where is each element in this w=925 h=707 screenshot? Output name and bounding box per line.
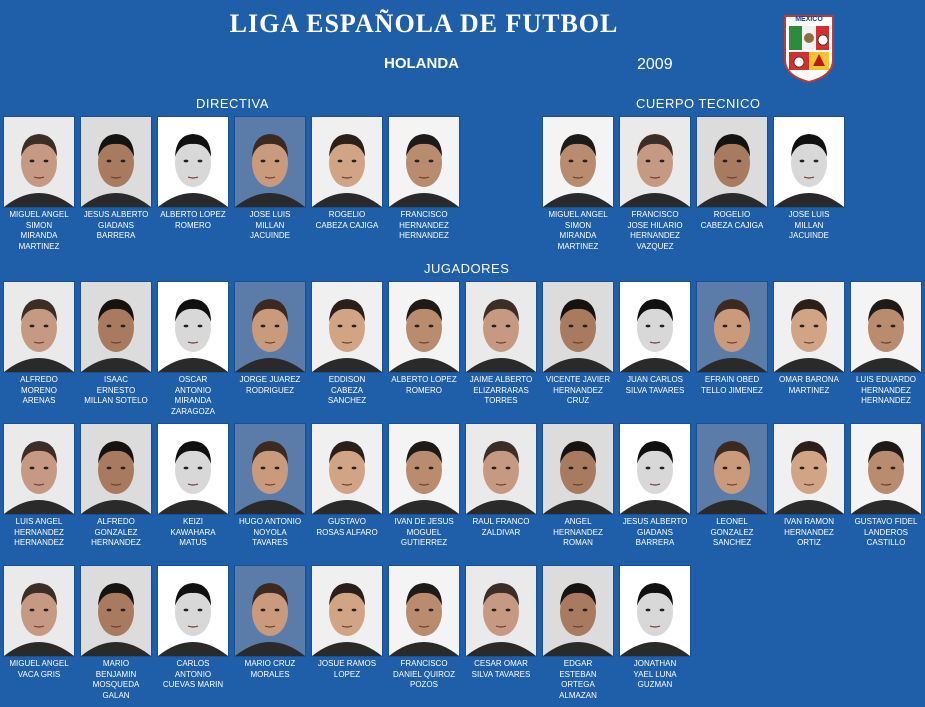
- crest-text: MEXICO: [795, 16, 823, 23]
- jugadores-card: [234, 565, 306, 680]
- name-line: MOGUEL: [406, 527, 442, 537]
- portrait-photo: [696, 423, 768, 515]
- name-line: JOSUE RAMOS: [317, 659, 377, 668]
- name-line: MARTINEZ: [18, 242, 60, 252]
- person-name: [542, 517, 614, 549]
- portrait-photo: [3, 565, 75, 657]
- name-line: BARRERA: [635, 538, 675, 548]
- name-line: SIMON: [564, 220, 592, 230]
- person-name: [388, 210, 460, 242]
- jugadores-card: [619, 281, 691, 396]
- portrait-photo: [542, 423, 614, 515]
- name-line: GUTIERREZ: [400, 538, 448, 548]
- person-name: [80, 517, 152, 549]
- portrait-photo: [850, 423, 922, 515]
- portrait-photo: [465, 281, 537, 373]
- name-line: CUEVAS MARIN: [162, 680, 224, 690]
- name-line: NOYOLA: [253, 527, 287, 537]
- name-line: JORGE JUAREZ: [239, 375, 301, 384]
- name-line: ROMERO: [406, 385, 442, 395]
- name-line: GONZALEZ: [94, 527, 138, 537]
- person-name: [773, 210, 845, 242]
- name-line: HERNANDEZ: [784, 527, 834, 537]
- cuerpo_tecnico-card: [773, 116, 845, 242]
- name-line: HERNANDEZ: [861, 385, 911, 395]
- name-line: JACUINDE: [788, 231, 829, 241]
- name-line: VAZQUEZ: [636, 242, 674, 252]
- name-line: MILLAN SOTELO: [84, 396, 148, 406]
- jugadores-card: [311, 565, 383, 680]
- name-line: MARTINEZ: [557, 242, 599, 252]
- person-name: [619, 659, 691, 691]
- portrait-photo: [773, 281, 845, 373]
- name-line: ESTEBAN: [559, 669, 597, 679]
- jugadores-card: [3, 281, 75, 407]
- person-name: [311, 375, 383, 407]
- portrait-photo: [619, 423, 691, 515]
- name-line: IVAN RAMON: [783, 517, 835, 526]
- portrait-photo: [234, 565, 306, 657]
- person-name: [619, 517, 691, 549]
- jugadores-card: [157, 281, 229, 418]
- person-name: [311, 517, 383, 538]
- name-line: CASTILLO: [866, 538, 906, 548]
- portrait-photo: [388, 281, 460, 373]
- person-name: [80, 659, 152, 702]
- name-line: HERNANDEZ: [91, 538, 141, 548]
- name-line: GONZALEZ: [710, 527, 754, 537]
- section-directiva: DIRECTIVA: [196, 96, 269, 111]
- jugadores-card: [388, 565, 460, 691]
- name-line: RODRIGUEZ: [246, 385, 294, 395]
- name-line: FRANCISCO: [631, 210, 679, 219]
- jugadores-card: [542, 423, 614, 549]
- name-line: ROGELIO: [328, 210, 366, 219]
- portrait-photo: [619, 281, 691, 373]
- name-line: IVAN DE JESUS: [394, 517, 454, 526]
- name-line: TELLO JIMENEZ: [701, 385, 763, 395]
- person-name: [157, 375, 229, 418]
- name-line: DANIEL QUIROZ: [393, 669, 455, 679]
- person-name: [542, 210, 614, 253]
- name-line: BENJAMIN: [95, 669, 137, 679]
- name-line: LUIS EDUARDO: [855, 375, 916, 384]
- portrait-photo: [3, 281, 75, 373]
- name-line: HERNANDEZ: [14, 527, 64, 537]
- name-line: ROSAS ALFARO: [316, 527, 378, 537]
- portrait-photo: [157, 565, 229, 657]
- person-name: [3, 375, 75, 407]
- name-line: ALMAZAN: [559, 691, 597, 701]
- portrait-photo: [311, 423, 383, 515]
- name-line: MIRANDA: [174, 396, 212, 406]
- jugadores-card: [311, 281, 383, 407]
- name-line: ROGELIO: [713, 210, 751, 219]
- portrait-photo: [773, 116, 845, 208]
- portrait-photo: [311, 116, 383, 208]
- name-line: ANGEL: [564, 517, 592, 526]
- name-line: MOSQUEDA: [92, 680, 140, 690]
- jugadores-card: [388, 423, 460, 549]
- section-cuerpo-tecnico: CUERPO TECNICO: [636, 96, 761, 111]
- name-line: HERNANDEZ: [630, 231, 680, 241]
- person-name: [542, 659, 614, 702]
- name-line: VICENTE JAVIER: [545, 375, 611, 384]
- portrait-photo: [850, 281, 922, 373]
- person-name: [850, 375, 922, 407]
- person-name: [234, 375, 306, 396]
- name-line: MIRANDA: [20, 231, 58, 241]
- name-line: JESUS ALBERTO: [83, 210, 149, 219]
- name-line: LOPEZ: [333, 669, 361, 679]
- name-line: YAEL LUNA: [633, 669, 677, 679]
- name-line: KEIZI: [182, 517, 203, 526]
- portrait-photo: [3, 423, 75, 515]
- name-line: MIGUEL ANGEL: [9, 210, 69, 219]
- person-name: [542, 375, 614, 407]
- name-line: ALBERTO LOPEZ: [160, 210, 226, 219]
- portrait-photo: [311, 281, 383, 373]
- name-line: MORENO: [21, 385, 57, 395]
- person-name: [773, 375, 845, 396]
- name-line: FRANCISCO: [400, 659, 448, 668]
- name-line: CRUZ: [566, 396, 590, 406]
- name-line: SIMON: [25, 220, 53, 230]
- name-line: TAVARES: [252, 538, 288, 548]
- person-name: [80, 375, 152, 407]
- name-line: CABEZA: [330, 385, 363, 395]
- name-line: JOSE LUIS: [249, 210, 291, 219]
- portrait-photo: [80, 281, 152, 373]
- jugadores-card: [80, 423, 152, 549]
- person-name: [3, 659, 75, 680]
- person-name: [465, 517, 537, 538]
- name-line: EDGAR: [563, 659, 593, 668]
- person-name: [80, 210, 152, 242]
- portrait-photo: [234, 116, 306, 208]
- person-name: [773, 517, 845, 549]
- name-line: ELIZARRARAS: [473, 385, 529, 395]
- person-name: [696, 375, 768, 396]
- name-line: OMAR BARONA: [778, 375, 839, 384]
- jugadores-card: [234, 423, 306, 549]
- portrait-photo: [696, 281, 768, 373]
- section-jugadores: JUGADORES: [424, 261, 510, 276]
- name-line: MILLAN: [255, 220, 285, 230]
- name-line: GIADANS: [97, 220, 134, 230]
- name-line: HERNANDEZ: [861, 396, 911, 406]
- name-line: LUIS ANGEL: [15, 517, 63, 526]
- name-line: ERNESTO: [96, 385, 136, 395]
- name-line: SANCHEZ: [327, 396, 367, 406]
- name-line: GUSTAVO: [328, 517, 366, 526]
- portrait-photo: [80, 565, 152, 657]
- name-line: MATUS: [179, 538, 207, 548]
- person-name: [157, 517, 229, 549]
- name-line: MILLAN: [794, 220, 824, 230]
- name-line: ZALDIVAR: [481, 527, 521, 537]
- name-line: GIADANS: [636, 527, 673, 537]
- person-name: [157, 210, 229, 231]
- name-line: HERNANDEZ: [14, 538, 64, 548]
- name-line: HERNANDEZ: [399, 220, 449, 230]
- jugadores-card: [465, 281, 537, 407]
- jugadores-card: [850, 423, 922, 549]
- name-line: MARIO: [102, 659, 130, 668]
- name-line: MARTINEZ: [788, 385, 830, 395]
- portrait-photo: [388, 565, 460, 657]
- jugadores-card: [465, 565, 537, 680]
- cuerpo_tecnico-card: [696, 116, 768, 231]
- jugadores-card: [234, 281, 306, 396]
- portrait-photo: [542, 281, 614, 373]
- person-name: [465, 659, 537, 680]
- jugadores-card: [465, 423, 537, 538]
- name-line: MIGUEL ANGEL: [548, 210, 608, 219]
- name-line: HERNANDEZ: [399, 231, 449, 241]
- name-line: JESUS ALBERTO: [622, 517, 688, 526]
- jugadores-card: [388, 281, 460, 396]
- name-line: SILVA TAVARES: [471, 669, 531, 679]
- name-line: ANTONIO: [174, 669, 212, 679]
- jugadores-card: [3, 565, 75, 680]
- jugadores-card: [696, 423, 768, 549]
- name-line: GUSTAVO FIDEL: [854, 517, 918, 526]
- name-line: BARRERA: [96, 231, 136, 241]
- portrait-photo: [388, 423, 460, 515]
- name-line: SILVA TAVARES: [625, 385, 685, 395]
- name-line: ANTONIO: [174, 385, 212, 395]
- portrait-photo: [619, 116, 691, 208]
- name-line: ORTEGA: [561, 680, 595, 690]
- jugadores-card: [157, 565, 229, 691]
- directiva-card: [3, 116, 75, 253]
- name-line: MARIO CRUZ: [244, 659, 296, 668]
- person-name: [388, 659, 460, 691]
- portrait-photo: [157, 423, 229, 515]
- portrait-photo: [542, 116, 614, 208]
- name-line: ROMERO: [175, 220, 211, 230]
- portrait-photo: [388, 116, 460, 208]
- name-line: CABEZA CAJIGA: [700, 220, 764, 230]
- directiva-card: [234, 116, 306, 242]
- name-line: ROMAN: [563, 538, 593, 548]
- person-name: [234, 210, 306, 242]
- portrait-photo: [696, 116, 768, 208]
- portrait-photo: [773, 423, 845, 515]
- name-line: SANCHEZ: [712, 538, 752, 548]
- name-line: MIGUEL ANGEL: [9, 659, 69, 668]
- person-name: [3, 210, 75, 253]
- person-name: [850, 517, 922, 549]
- portrait-photo: [542, 565, 614, 657]
- name-line: FRANCISCO: [400, 210, 448, 219]
- name-line: GUZMAN: [637, 680, 673, 690]
- directiva-card: [388, 116, 460, 242]
- name-line: OSCAR: [178, 375, 208, 384]
- jugadores-card: [80, 281, 152, 407]
- name-line: HERNANDEZ: [553, 527, 603, 537]
- name-line: ZARAGOZA: [170, 407, 215, 417]
- name-line: LEONEL: [716, 517, 748, 526]
- name-line: POZOS: [409, 680, 438, 690]
- page-title: LIGA ESPAÑOLA DE FUTBOL: [229, 9, 619, 38]
- name-line: KAWAHARA: [170, 527, 216, 537]
- portrait-photo: [80, 423, 152, 515]
- jugadores-card: [80, 565, 152, 702]
- portrait-photo: [311, 565, 383, 657]
- directiva-card: [80, 116, 152, 242]
- name-line: EDDISON: [328, 375, 366, 384]
- person-name: [696, 210, 768, 231]
- name-line: CARLOS: [176, 659, 210, 668]
- person-name: [619, 210, 691, 253]
- person-name: [465, 375, 537, 407]
- name-line: TORRES: [484, 396, 518, 406]
- person-name: [311, 210, 383, 231]
- jugadores-card: [696, 281, 768, 396]
- jugadores-card: [773, 423, 845, 549]
- name-line: HUGO ANTONIO: [238, 517, 302, 526]
- jugadores-card: [619, 565, 691, 691]
- person-name: [3, 517, 75, 549]
- name-line: ALBERTO LOPEZ: [391, 375, 457, 384]
- name-line: LANDEROS: [863, 527, 908, 537]
- jugadores-card: [311, 423, 383, 538]
- jugadores-card: [773, 281, 845, 396]
- name-line: HERNANDEZ: [553, 385, 603, 395]
- name-line: CABEZA CAJIGA: [315, 220, 379, 230]
- jugadores-card: [619, 423, 691, 549]
- team-name: HOLANDA: [384, 55, 459, 72]
- person-name: [311, 659, 383, 680]
- mexico-crest-logo: [783, 14, 835, 84]
- portrait-photo: [157, 281, 229, 373]
- jugadores-card: [3, 423, 75, 549]
- name-line: MORALES: [250, 669, 290, 679]
- jugadores-card: [542, 281, 614, 407]
- cuerpo_tecnico-card: [542, 116, 614, 253]
- portrait-photo: [234, 423, 306, 515]
- name-line: ISAAC: [103, 375, 128, 384]
- name-line: JOSE LUIS: [788, 210, 830, 219]
- name-line: ALFREDO: [97, 517, 135, 526]
- portrait-photo: [157, 116, 229, 208]
- name-line: JAIME ALBERTO: [469, 375, 533, 384]
- portrait-photo: [465, 565, 537, 657]
- name-line: JUAN CARLOS: [626, 375, 683, 384]
- name-line: CESAR OMAR: [474, 659, 528, 668]
- jugadores-card: [157, 423, 229, 549]
- name-line: JACUINDE: [249, 231, 290, 241]
- person-name: [388, 375, 460, 396]
- jugadores-card: [850, 281, 922, 407]
- name-line: EFRAIN OBED: [704, 375, 760, 384]
- portrait-photo: [234, 281, 306, 373]
- person-name: [388, 517, 460, 549]
- portrait-photo: [80, 116, 152, 208]
- name-line: MIRANDA: [559, 231, 597, 241]
- name-line: RAUL FRANCO: [472, 517, 530, 526]
- cuerpo_tecnico-card: [619, 116, 691, 253]
- portrait-photo: [465, 423, 537, 515]
- name-line: ALFREDO: [20, 375, 58, 384]
- person-name: [157, 659, 229, 691]
- portrait-photo: [3, 116, 75, 208]
- jugadores-card: [542, 565, 614, 702]
- name-line: GALAN: [102, 691, 130, 701]
- name-line: ARENAS: [22, 396, 56, 406]
- person-name: [619, 375, 691, 396]
- directiva-card: [157, 116, 229, 231]
- person-name: [234, 659, 306, 680]
- name-line: VACA GRIS: [17, 669, 61, 679]
- person-name: [234, 517, 306, 549]
- season-year: 2009: [637, 56, 673, 73]
- name-line: ORTIZ: [797, 538, 821, 548]
- portrait-photo: [619, 565, 691, 657]
- directiva-card: [311, 116, 383, 231]
- person-name: [696, 517, 768, 549]
- name-line: JONATHAN: [633, 659, 677, 668]
- name-line: JOSE HILARIO: [627, 220, 683, 230]
